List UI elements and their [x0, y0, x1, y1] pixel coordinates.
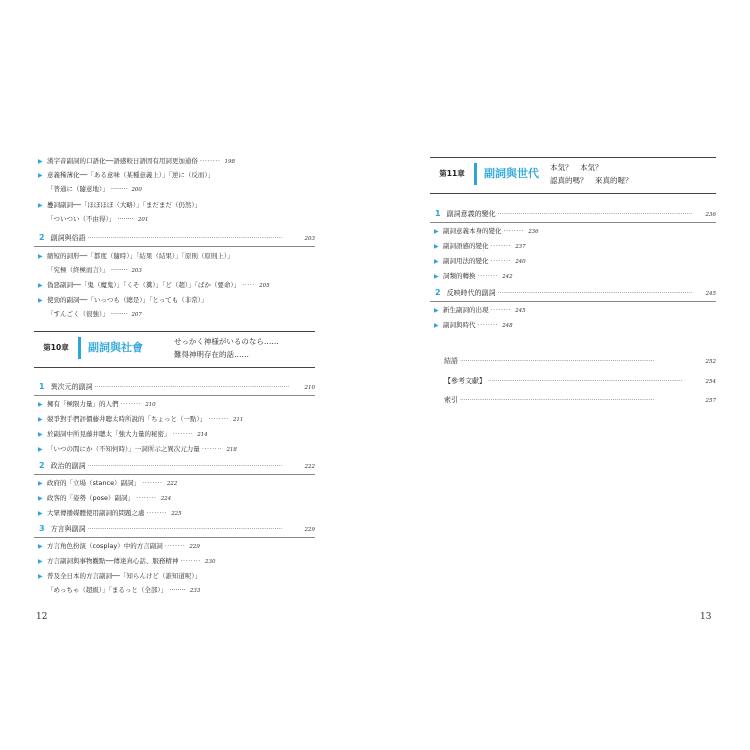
triangle-bullet-icon: ▶ — [38, 282, 43, 289]
chapter-label: 第11章 — [439, 169, 465, 178]
section-underline — [34, 537, 315, 538]
triangle-bullet-icon: ▶ — [38, 573, 43, 580]
toc-item-continuation[interactable]: 「究極（終極而言）」 ········ 203 — [47, 266, 142, 274]
toc-section[interactable]: 1 異次元的副詞 ······································································································ 210 — [39, 382, 315, 391]
chapter-11-header[interactable] — [430, 159, 716, 189]
toc-item[interactable]: ▶ 副詞與時代 ········ 248 — [430, 318, 716, 332]
section-underline — [34, 246, 315, 247]
toc-item[interactable]: ▶ 疊詞副詞──「ほぼほぼ（大略）」「まだまだ（仍然）」 — [34, 198, 315, 212]
toc-section[interactable]: 1 副詞意義的變化 ······································································································ 236 — [435, 209, 716, 218]
page-number: 12 — [36, 612, 48, 622]
toc-item[interactable]: ▶ 副詞語感的變化 ········ 237 — [430, 239, 716, 253]
triangle-bullet-icon: ▶ — [38, 172, 43, 179]
chapter-title: 副詞與社會 — [88, 341, 143, 354]
triangle-bullet-icon: ▶ — [38, 416, 43, 423]
section-underline — [34, 474, 315, 475]
toc-item[interactable]: ▶ 漢字音副詞的口語化──語感較日語固有用詞更加通俗 ········ 198 — [34, 154, 315, 168]
toc-back-matter-index[interactable]: 索引 ······································································································ 257 — [444, 396, 716, 404]
toc-item[interactable]: ▶ 競爭對手們評價藤井聰太時所說的「ちょっと（一點）」 ········ 211 — [34, 412, 315, 426]
toc-item[interactable]: ▶ 方言角色扮演（cosplay）中的方言副詞 ········ 229 — [34, 539, 315, 553]
toc-item[interactable]: ▶ 政府的「立場（stance）副詞」 ········ 222 — [34, 476, 315, 490]
chapter-tagline-translation: 難得神明存在的話…… — [174, 350, 249, 359]
toc-back-matter-afterword[interactable]: 結語 ······································································································ 252 — [444, 357, 716, 365]
toc-item[interactable]: ▶ 大眾傳播媒體使用副詞的問題之處 ········ 225 — [34, 506, 315, 520]
chapter-bottom-rule — [34, 367, 315, 368]
triangle-bullet-icon: ▶ — [434, 307, 439, 314]
triangle-bullet-icon: ▶ — [38, 431, 43, 438]
triangle-bullet-icon: ▶ — [38, 253, 43, 260]
toc-item[interactable]: ▶ 使勁的副詞──「いっつも（總是）」「とっても（非常）」 — [34, 293, 315, 307]
toc-section[interactable]: 2 反映時代的副詞 ······································································································ 245 — [435, 288, 716, 297]
triangle-bullet-icon: ▶ — [434, 258, 439, 265]
toc-item[interactable]: ▶ 政客的「姿勢（pose）副詞」 ········ 224 — [34, 491, 315, 505]
toc-item-continuation[interactable]: 「ついつい（不由得）」 ········ 201 — [47, 215, 149, 223]
right-page — [375, 0, 750, 750]
chapter-tagline: せっかく神様がいるのなら…… — [174, 337, 279, 346]
triangle-bullet-icon: ▶ — [434, 273, 439, 280]
chapter-accent-bar — [78, 337, 81, 359]
toc-section[interactable]: 2 副詞與俗語 ······································································································ 203 — [39, 233, 315, 242]
toc-item[interactable]: ▶ 新生副詞的出現 ········ 245 — [430, 303, 716, 317]
triangle-bullet-icon: ▶ — [38, 480, 43, 487]
chapter-tagline-translation: 認真的嗎？ 來真的喔？ — [550, 176, 633, 185]
triangle-bullet-icon: ▶ — [38, 401, 43, 408]
toc-back-matter-references[interactable]: 【參考文獻】 ······································································································ 254 — [444, 377, 716, 385]
toc-item[interactable]: ▶ 於副詞中所見藤井聰太「強大力量的秘密」 ········ 214 — [34, 427, 315, 441]
toc-item[interactable]: ▶ 副詞用法的變化 ········ 240 — [430, 254, 716, 268]
toc-section[interactable]: 2 政治的副詞 ······································································································ 222 — [39, 461, 315, 470]
toc-item-continuation[interactable]: 「普通に（隨意地）」 ········ 200 — [47, 185, 142, 193]
toc-item[interactable]: ▶ 副詞意義本身的變化 ········ 236 — [430, 224, 716, 238]
toc-item[interactable]: ▶ 意義稀薄化──「ある意味（某種意義上）」「逆に（反而）」 — [34, 168, 315, 182]
toc-item-continuation[interactable]: 「すんごく（很強）」 ········ 207 — [47, 310, 142, 318]
chapter-10-header[interactable] — [34, 333, 315, 363]
triangle-bullet-icon: ▶ — [38, 297, 43, 304]
section-underline — [430, 301, 716, 302]
triangle-bullet-icon: ▶ — [38, 510, 43, 517]
toc-item[interactable]: ▶ 普及全日本的方言副詞──「知らんけど（誰知道呢）」 — [34, 569, 315, 583]
chapter-label: 第10章 — [43, 343, 69, 352]
section-underline — [430, 222, 716, 223]
triangle-bullet-icon: ▶ — [434, 228, 439, 235]
chapter-top-rule — [34, 331, 315, 332]
chapter-accent-bar — [474, 163, 477, 185]
toc-item-continuation[interactable]: 「めっちゃ（超級）」「まるっと（全部）」 ········ 233 — [47, 586, 201, 594]
page-number: 13 — [700, 612, 712, 622]
triangle-bullet-icon: ▶ — [38, 558, 43, 565]
toc-item[interactable]: ▶ 詞類的轉換 ········ 242 — [430, 269, 716, 283]
triangle-bullet-icon: ▶ — [434, 243, 439, 250]
triangle-bullet-icon: ▶ — [38, 446, 43, 453]
toc-item[interactable]: ▶ 縮短的詞形──「都度（隨時）」「結果（結果）」「原則（原則上）」 — [34, 249, 315, 263]
chapter-tagline: 本気？ 本気？ — [550, 163, 603, 172]
chapter-title: 副詞與世代 — [484, 167, 539, 180]
toc-section[interactable]: 3 方言與副詞 ······································································································ 229 — [39, 524, 315, 533]
triangle-bullet-icon: ▶ — [38, 495, 43, 502]
toc-item[interactable]: ▶ 方言副詞與事物觀點──傳達真心話、服務精神 ········ 230 — [34, 554, 315, 568]
triangle-bullet-icon: ▶ — [38, 158, 43, 165]
triangle-bullet-icon: ▶ — [434, 322, 439, 329]
chapter-bottom-rule — [430, 193, 716, 194]
toc-item[interactable]: ▶ 偽惡副詞──「鬼（魔鬼）」「くそ（糞）」「ど（超）」「ばか（要命）」 ····· 205 — [34, 278, 315, 292]
triangle-bullet-icon: ▶ — [38, 202, 43, 209]
toc-item[interactable]: ▶ 「いつの間にか（不知何時）」一詞所示之異次元力量 ········ 218 — [34, 442, 315, 456]
toc-item[interactable]: ▶ 擁有「極限力量」的人們 ········ 210 — [34, 397, 315, 411]
triangle-bullet-icon: ▶ — [38, 543, 43, 550]
chapter-top-rule — [430, 157, 716, 158]
section-underline — [34, 395, 315, 396]
